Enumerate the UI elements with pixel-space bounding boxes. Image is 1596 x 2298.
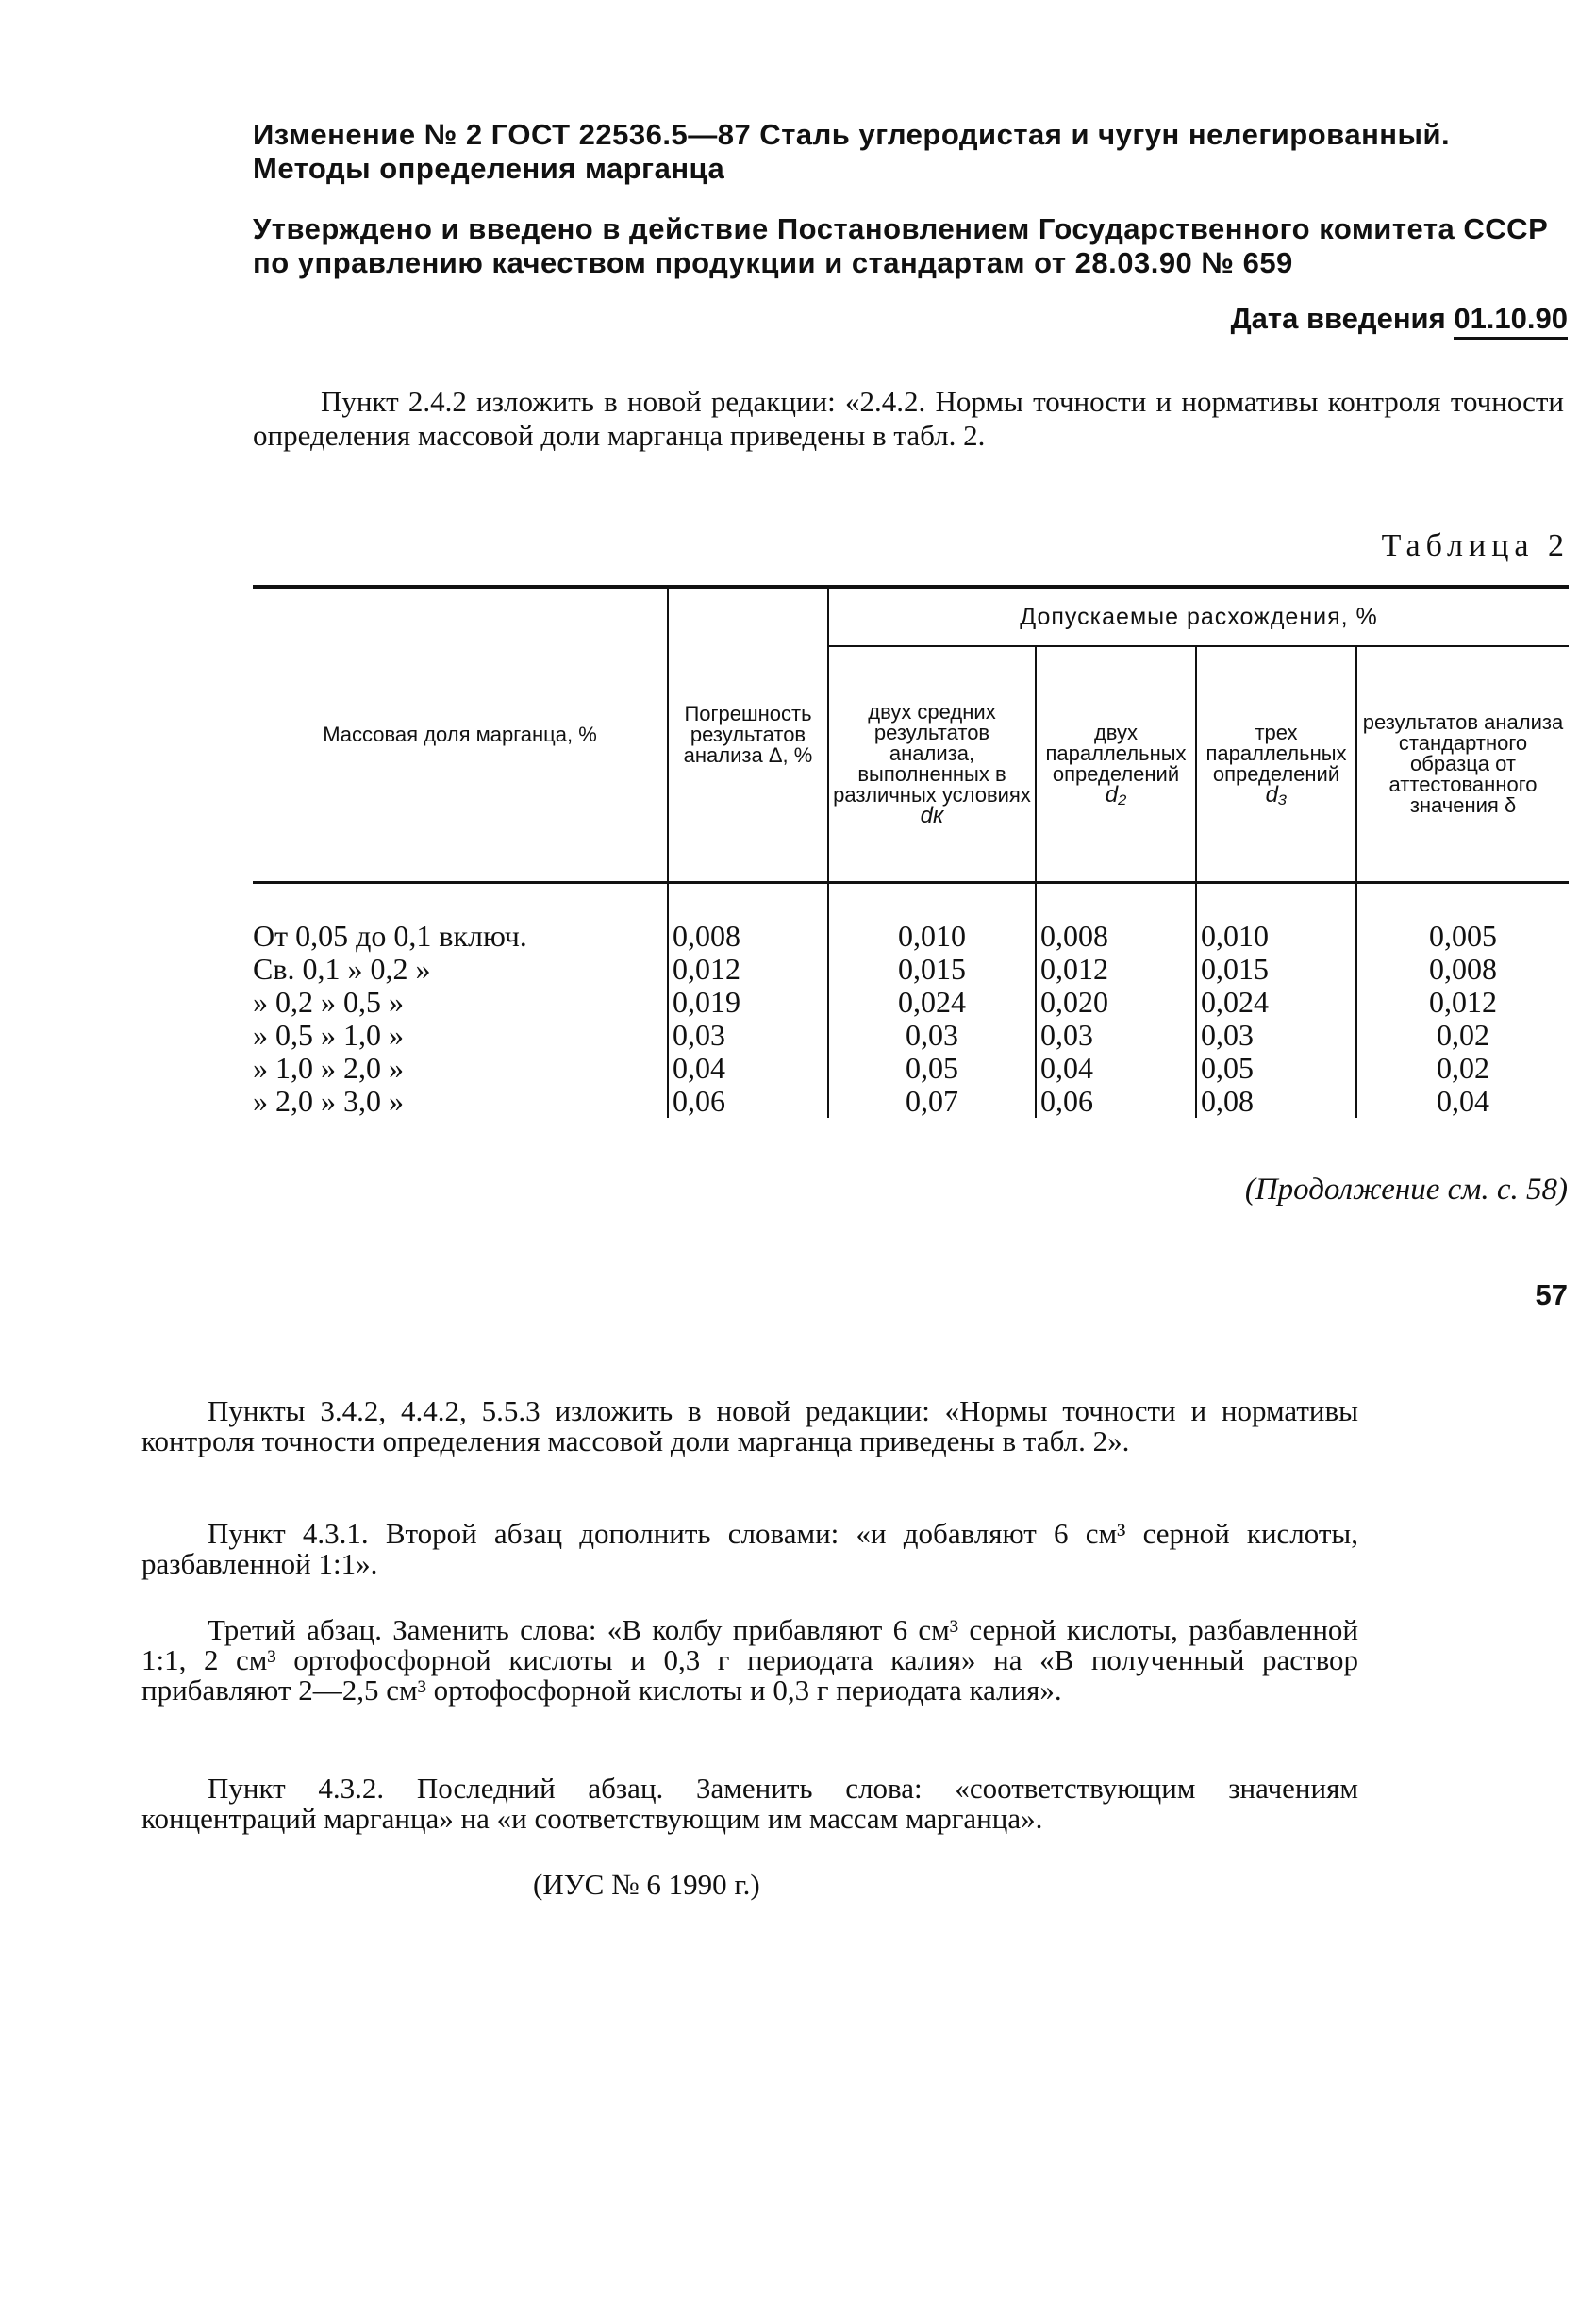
cell-d3: 0,08 — [1196, 1085, 1356, 1118]
col-header-mass: Массовая доля марганца, % — [253, 587, 668, 883]
cell-delta: 0,02 — [1356, 1019, 1569, 1052]
accuracy-table — [253, 585, 1569, 1118]
cell-error: 0,008 — [668, 883, 828, 954]
col-header-d3-symbol: d₃ — [1265, 782, 1288, 808]
col-header-delta: результатов анализа стандартного образца от аттестованного значения δ — [1356, 646, 1569, 883]
col-header-group: Допускаемые расхождения, % — [828, 587, 1569, 646]
cell-d2: 0,012 — [1036, 953, 1196, 986]
cell-delta: 0,04 — [1356, 1085, 1569, 1118]
cell-d3: 0,015 — [1196, 953, 1356, 986]
cell-d2: 0,03 — [1036, 1019, 1196, 1052]
col-header-dk-symbol: dк — [920, 803, 944, 828]
cell-dk: 0,05 — [828, 1052, 1036, 1085]
cell-dk: 0,015 — [828, 953, 1036, 986]
change-title: Изменение № 2 ГОСТ 22536.5—87 Сталь углеродистая и чугун нелегированный. Методы определения марганца — [253, 118, 1451, 185]
approval-statement: Утверждено и введено в действие Постановлением Государственного комитета СССР по управлению качеством продукции и стандартам от 28.03.90 № 659 — [253, 212, 1549, 279]
cell-d2: 0,020 — [1036, 986, 1196, 1019]
cell-d3: 0,03 — [1196, 1019, 1356, 1052]
cell-error: 0,04 — [668, 1052, 828, 1085]
cell-d3: 0,010 — [1196, 883, 1356, 954]
cell-dk: 0,010 — [828, 883, 1036, 954]
col-header-d3 — [1196, 646, 1356, 883]
cell-range: Св. 0,1 » 0,2 » — [253, 952, 431, 986]
cell-dk: 0,07 — [828, 1085, 1036, 1118]
cell-delta: 0,005 — [1356, 883, 1569, 954]
table-row — [253, 883, 1569, 954]
date-value: 01.10.90 — [1454, 302, 1568, 340]
col-header-dk — [828, 646, 1036, 883]
cell-range: » 1,0 » 2,0 » — [253, 1051, 404, 1085]
ius-reference: (ИУС № 6 1990 г.) — [533, 1868, 760, 1901]
cell-dk: 0,024 — [828, 986, 1036, 1019]
cell-dk: 0,03 — [828, 1019, 1036, 1052]
page-number: 57 — [1535, 1278, 1568, 1311]
col-header-dk-text: двух средних результатов анализа, выполненных в различных условиях — [833, 700, 1031, 807]
date-label: Дата введения — [1230, 302, 1446, 335]
cell-d3: 0,05 — [1196, 1052, 1356, 1085]
paragraph: Третий абзац. Заменить слова: «В колбу прибавляют 6 см³ серной кислоты, разбавленной 1:1, 2 см³ ортофосфорной кислоты и 0,3 г периодата калия» на «В полученный раствор прибавляют 2—2,5 см³ ортофосфорной кислоты и 0,3 г периодата калия». — [141, 1613, 1358, 1707]
cell-delta: 0,008 — [1356, 953, 1569, 986]
col-header-d2-symbol: d₂ — [1105, 782, 1127, 808]
cell-range: » 0,2 » 0,5 » — [253, 985, 404, 1019]
cell-d2: 0,008 — [1036, 883, 1196, 954]
paragraph: Пункт 4.3.2. Последний абзац. Заменить слова: «соответствующим значениям концентраций марганца» на «и соответствующим им массам марганца». — [141, 1772, 1358, 1835]
cell-range: » 0,5 » 1,0 » — [253, 1018, 404, 1052]
cell-d3: 0,024 — [1196, 986, 1356, 1019]
col-header-d3-text: трех параллельных определений — [1205, 721, 1347, 786]
cell-range: От 0,05 до 0,1 включ. — [253, 919, 527, 953]
table-title: Таблица 2 — [1381, 528, 1570, 563]
table-row — [253, 986, 1569, 1019]
paragraph: Пункты 3.4.2, 4.4.2, 5.5.3 изложить в новой редакции: «Нормы точности и нормативы контроля точности определения массовой доли марганца приведены в табл. 2». — [141, 1394, 1358, 1457]
table-row — [253, 1052, 1569, 1085]
table-row — [253, 953, 1569, 986]
continuation-note: (Продолжение см. с. 58) — [1244, 1173, 1568, 1207]
cell-delta: 0,02 — [1356, 1052, 1569, 1085]
cell-error: 0,03 — [668, 1019, 828, 1052]
cell-d2: 0,06 — [1036, 1085, 1196, 1118]
cell-d2: 0,04 — [1036, 1052, 1196, 1085]
effective-date — [1231, 302, 1568, 336]
table-row — [253, 1019, 1569, 1052]
cell-range: » 2,0 » 3,0 » — [253, 1084, 404, 1118]
cell-error: 0,06 — [668, 1085, 828, 1118]
col-header-error: Погрешность результатов анализа Δ, % — [668, 587, 828, 883]
cell-error: 0,019 — [668, 986, 828, 1019]
col-header-d2-text: двух параллельных определений — [1045, 721, 1187, 786]
page-58 — [0, 1396, 1596, 2292]
cell-error: 0,012 — [668, 953, 828, 986]
paragraph: Пункт 4.3.1. Второй абзац дополнить словами: «и добавляют 6 см³ серной кислоты, разбавленной 1:1». — [141, 1517, 1358, 1580]
intro-paragraph: Пункт 2.4.2 изложить в новой редакции: «2.4.2. Нормы точности и нормативы контроля точности определения массовой доли марганца приведены в табл. 2. — [253, 385, 1564, 452]
col-header-d2 — [1036, 646, 1196, 883]
table-row — [253, 1085, 1569, 1118]
cell-delta: 0,012 — [1356, 986, 1569, 1019]
